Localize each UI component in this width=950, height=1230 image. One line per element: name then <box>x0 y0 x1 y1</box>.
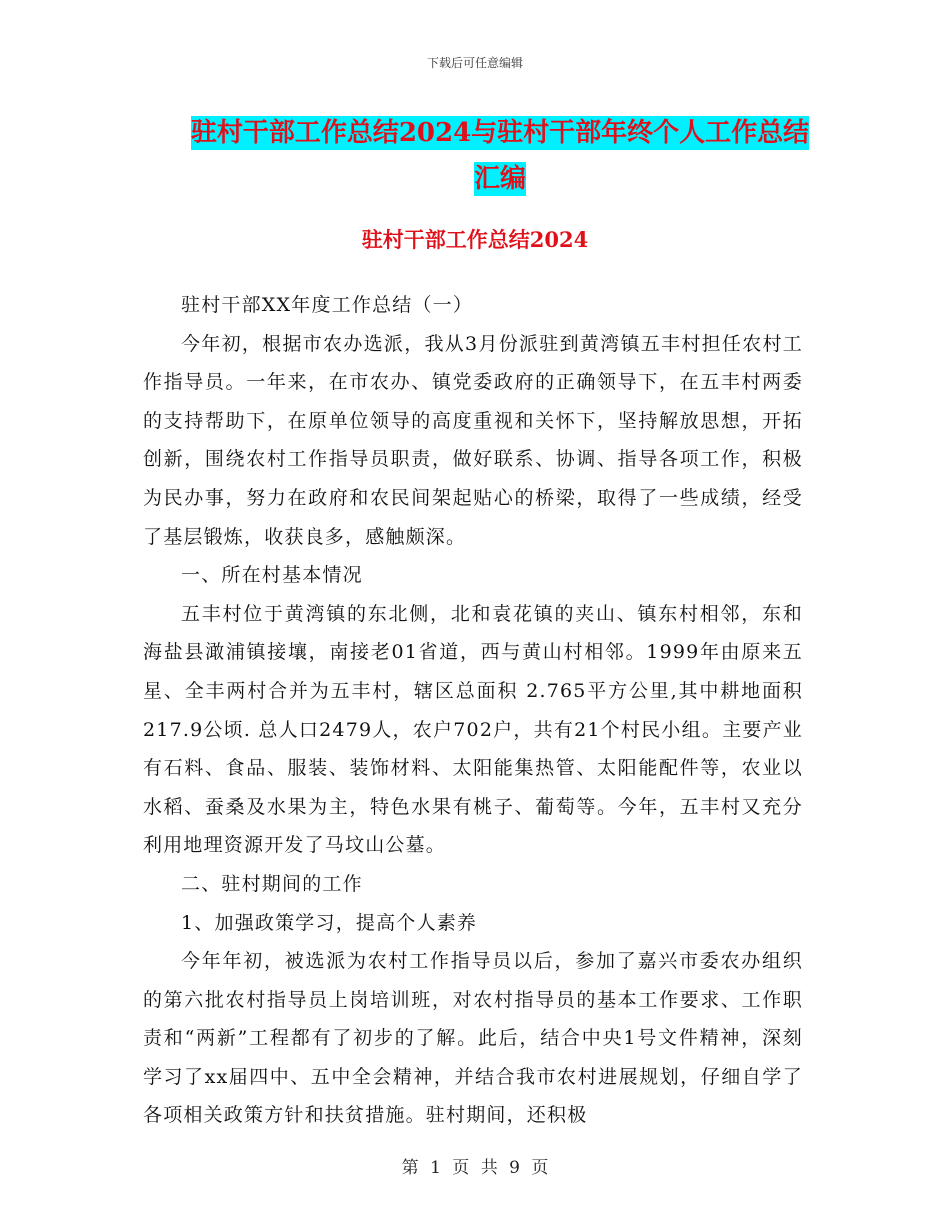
paragraph: 今年初，根据市农办选派，我从3月份派驻到黄湾镇五丰村担任农村工作指导员。一年来，在市农办、镇党委政府的正确领导下，在五丰村两委的支持帮助下，在原单位领导的高度重视和关怀下，坚持解放思想，开拓创新，围绕农村工作指导员职责，做好联系、协调、指导各项工作，积极为民办事，努力在政府和农民间架起贴心的桥梁，取得了一些成绩，经受了基层锻炼，收获良多，感触颇深。 <box>143 332 803 548</box>
page-footer: 第 1 页 共 9 页 <box>401 1158 549 1178</box>
document-body <box>143 286 803 1135</box>
title-line-1: 驻村干部工作总结2024与驻村干部年终个人工作总结 <box>190 118 810 148</box>
paragraph: 一、所在村基本情况 <box>181 564 363 587</box>
paragraph: 今年年初，被选派为农村工作指导员以后，参加了嘉兴市委农办组织的第六批农村指导员上岗培训班，对农村指导员的基本工作要求、工作职责和“两新”工程都有了初步的了解。此后，结合中央1号文件精神，深刻学习了xx届四中、五中全会精神，并结合我市农村进展规划，仔细自学了各项相关政策方针和扶贫措施。驻村期间，还积极 <box>143 950 803 1127</box>
paragraph: 二、驻村期间的工作 <box>181 872 363 895</box>
document-title <box>140 110 860 202</box>
header-note: 下载后可任意编辑 <box>426 56 523 70</box>
paragraph: 五丰村位于黄湾镇的东北侧，北和袁花镇的夹山、镇东村相邻，东和海盐县澉浦镇接壤，南接老01省道，西与黄山村相邻。1999年由原来五星、全丰两村合并为五丰村，辖区总面积 2.765平方公里,其中耕地面积217.9公顷. 总人口2479人，农户702户，共有21个村民小组。主要产业有石料、食品、服装、装饰材料、太阳能集热管、太阳能配件等，农业以水稻、蚕桑及水果为主，特色水果有桃子、葡萄等。今年，五丰村又充分利用地理资源开发了马坟山公墓。 <box>143 602 803 857</box>
paragraph: 驻村干部XX年度工作总结（一） <box>181 294 474 316</box>
paragraph: 1、加强政策学习，提高个人素养 <box>181 911 478 934</box>
title-line-2: 汇编 <box>473 164 526 194</box>
section-title: 驻村干部工作总结2024 <box>361 227 589 252</box>
